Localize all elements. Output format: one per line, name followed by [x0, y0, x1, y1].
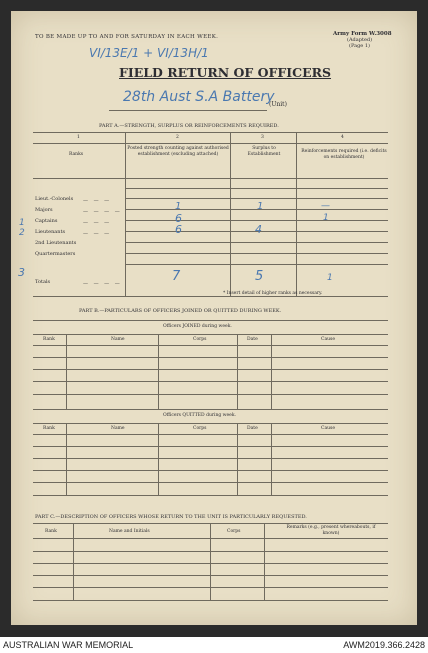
part-a-bottom-rule: [33, 296, 388, 297]
part-a-header-rule: [33, 178, 388, 179]
quitted-col-divider: [237, 423, 238, 495]
rank-lieutenants: Lieutenants: [35, 229, 66, 235]
part-a-col-divider-1: [125, 132, 126, 296]
joined-col-rank: Rank: [43, 337, 55, 342]
part-a-footnote: * Insert detail of higher ranks as necessary.: [223, 291, 323, 296]
row-rule: [125, 188, 388, 189]
quitted-row-rule: [33, 470, 388, 471]
row-rule: [125, 253, 388, 254]
unit-handwritten: 28th Aust S.A Battery: [123, 89, 275, 105]
row-rule: [125, 198, 388, 199]
adapted-label: (Adapted): [347, 37, 373, 43]
quitted-col-divider: [158, 423, 159, 495]
col-number-3: 3: [261, 135, 264, 140]
joined-col-corps: Corps: [193, 337, 207, 342]
posted-lieutenants: 6: [175, 223, 182, 236]
dot-leader: — — —: [83, 220, 112, 226]
archive-id: AWM2019.366.2428: [343, 640, 425, 650]
quitted-col-name: Name: [111, 426, 125, 431]
rank-lieut-colonels: Lieut.-Colonels: [35, 196, 74, 202]
joined-row-rule: [33, 381, 388, 382]
joined-col-divider: [237, 334, 238, 409]
row-rule: [125, 242, 388, 243]
part-b-title: PART B.—PARTICULARS OF OFFICERS JOINED OR QUITTED DURING WEEK.: [79, 308, 282, 314]
margin-mark-totals: 3: [18, 266, 25, 279]
part-a-number-rule: [33, 143, 388, 144]
quitted-row-rule: [33, 458, 388, 459]
col-header-ranks: Ranks: [69, 152, 84, 157]
quitted-header-rule: [33, 434, 388, 435]
quitted-col-cause: Cause: [321, 426, 335, 431]
quitted-col-corps: Corps: [193, 426, 207, 431]
col-number-1: 1: [77, 135, 80, 140]
col-header-posted-strength: Posted strength counting against authorised establishment (excluding attached): [127, 146, 229, 157]
joined-col-divider: [66, 334, 67, 409]
form-title: FIELD RETURN OF OFFICERS: [119, 65, 332, 80]
reinf-majors: —: [321, 201, 330, 211]
row-rule: [125, 264, 388, 265]
archive-footer: [0, 637, 428, 653]
quitted-title: Officers QUITTED during week.: [163, 413, 236, 418]
joined-row-rule: [33, 394, 388, 395]
joined-top-rule: [33, 334, 388, 335]
dot-leader: — — — —: [83, 209, 122, 215]
col-header-reinforcements: Reinforcements required (i.e. deficits on establishment): [301, 149, 387, 160]
form-instruction: TO BE MADE UP TO AND FOR SATURDAY IN EACH WEEK.: [35, 34, 219, 40]
joined-col-name: Name: [111, 337, 125, 342]
rank-quartermasters: Quartermasters: [35, 251, 76, 257]
quitted-row-rule: [33, 482, 388, 483]
archive-name: AUSTRALIAN WAR MEMORIAL: [3, 640, 134, 650]
part-b-top-rule: [33, 320, 388, 321]
part-a-col-divider-3: [296, 132, 297, 296]
dot-leader: — — — —: [83, 281, 122, 287]
part-c-row-rule: [33, 575, 388, 576]
part-a-col-divider-2: [230, 132, 231, 296]
quitted-col-divider: [271, 423, 272, 495]
posted-captains: 6: [175, 212, 182, 225]
quitted-top-rule: [33, 423, 388, 424]
part-c-col-remarks: Remarks (e.g., present whereabouts, if known): [286, 525, 376, 536]
part-c-row-rule: [33, 587, 388, 588]
quitted-row-rule: [33, 446, 388, 447]
rank-captains: Captains: [35, 218, 58, 224]
part-c-title: PART C.—DESCRIPTION OF OFFICERS WHOSE RETURN TO THE UNIT IS PARTICULARLY REQUESTED.: [35, 514, 307, 520]
posted-majors: 1: [175, 201, 182, 212]
unit-underline: [109, 110, 267, 111]
total-posted: 7: [172, 269, 181, 284]
handwritten-reference: VI/13E/1 + VI/13H/1: [89, 46, 209, 60]
page-label: (Page 1): [349, 43, 370, 49]
col-number-2: 2: [176, 135, 179, 140]
part-c-col-name: Name and Initials: [109, 529, 150, 534]
part-c-col-corps: Corps: [227, 529, 241, 534]
rank-2nd-lieutenants: 2nd Lieutenants: [35, 240, 77, 246]
joined-col-date: Date: [247, 337, 258, 342]
joined-col-cause: Cause: [321, 337, 335, 342]
part-c-col-divider: [210, 523, 211, 600]
row-rule: [125, 220, 388, 221]
joined-bottom-rule: [33, 409, 388, 410]
quitted-bottom-rule: [33, 495, 388, 496]
joined-col-divider: [271, 334, 272, 409]
reinf-captains: 1: [323, 213, 329, 223]
quitted-col-date: Date: [247, 426, 258, 431]
dot-leader: — — —: [83, 231, 112, 237]
col-header-surplus: Surplus to Establishment: [247, 146, 281, 157]
part-c-bottom-rule: [33, 600, 388, 601]
surplus-lieutenants: 4: [255, 223, 262, 236]
form-sheet: [11, 11, 417, 625]
dot-leader: — — —: [83, 198, 112, 204]
margin-mark-captains: 1: [19, 218, 25, 228]
quitted-col-divider: [66, 423, 67, 495]
part-c-col-rank: Rank: [45, 529, 57, 534]
part-c-col-divider: [73, 523, 74, 600]
total-reinf: 1: [327, 273, 333, 283]
totals-label: Totals: [35, 279, 51, 285]
part-c-row-rule: [33, 563, 388, 564]
joined-col-divider: [158, 334, 159, 409]
surplus-majors: 1: [257, 201, 264, 212]
col-number-4: 4: [341, 135, 344, 140]
quitted-col-rank: Rank: [43, 426, 55, 431]
joined-header-rule: [33, 345, 388, 346]
part-a-title: PART A.—STRENGTH, SURPLUS OR REINFORCEMENTS REQUIRED.: [99, 123, 279, 129]
part-c-col-divider: [264, 523, 265, 600]
part-c-row-rule: [33, 551, 388, 552]
unit-label: (Unit): [269, 101, 287, 108]
margin-mark-lieutenants: 2: [19, 228, 25, 238]
joined-row-rule: [33, 357, 388, 358]
army-form-number: Army Form W.3008: [333, 31, 392, 37]
total-surplus: 5: [255, 269, 264, 284]
rank-majors: Majors: [35, 207, 53, 213]
part-a-top-rule: [33, 132, 388, 133]
joined-row-rule: [33, 369, 388, 370]
joined-title: Officers JOINED during week.: [163, 324, 232, 329]
